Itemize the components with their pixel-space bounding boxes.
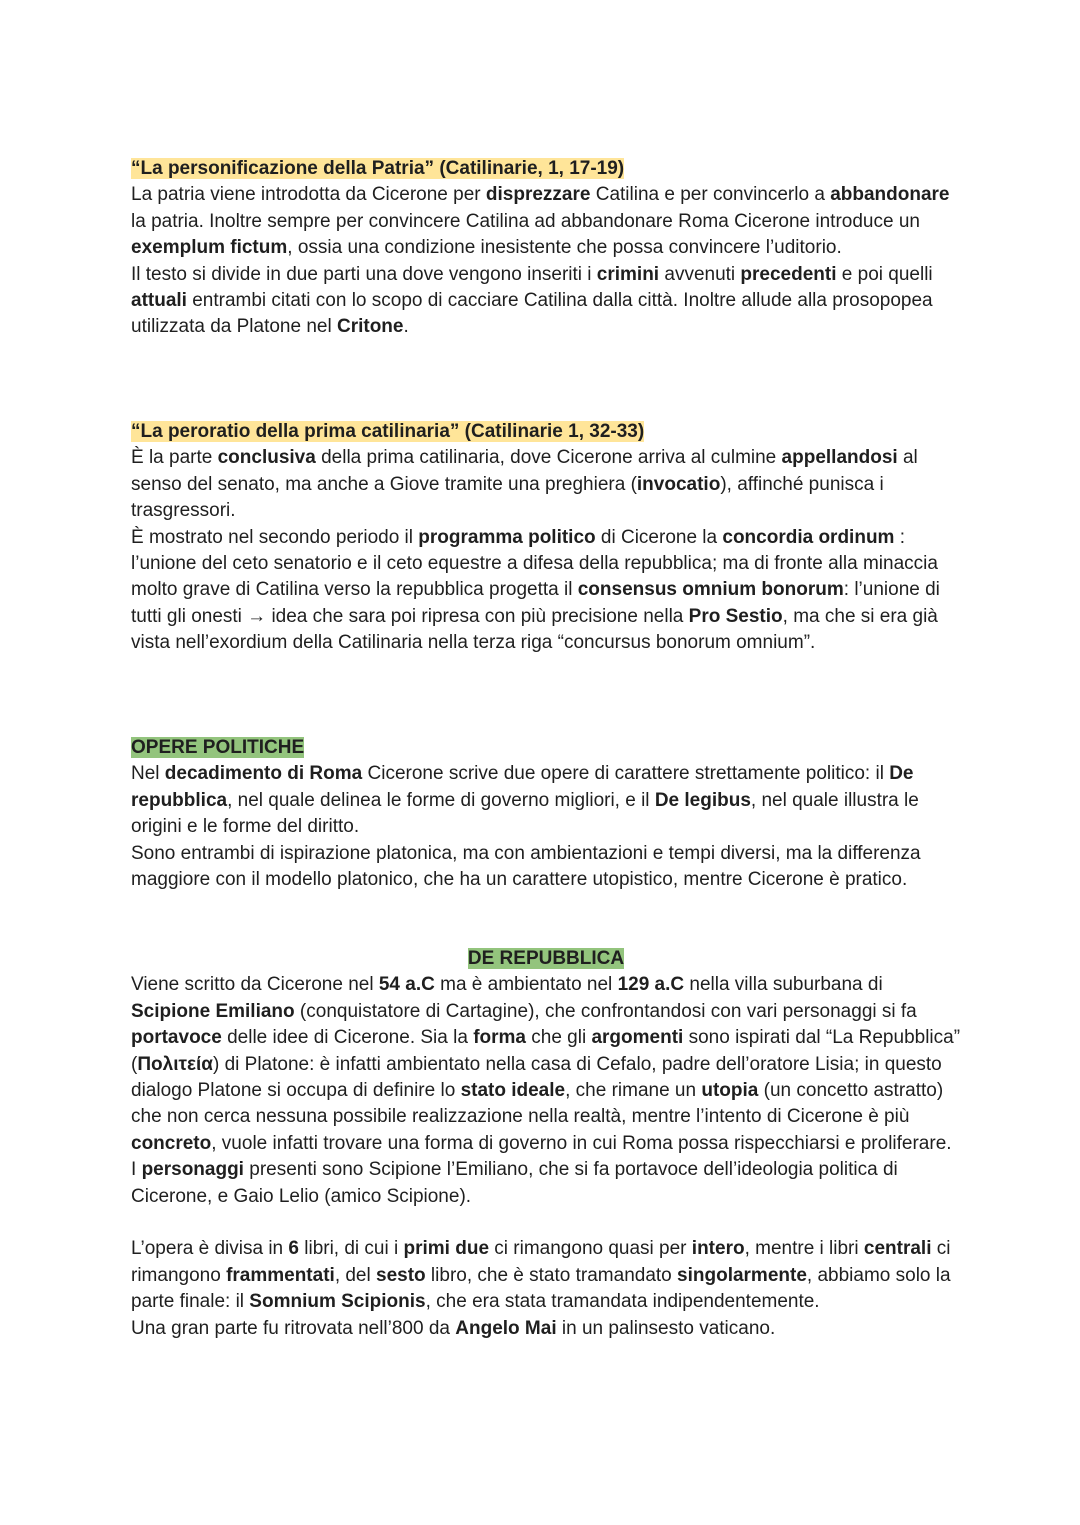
section-peroratio xyxy=(131,419,961,657)
text-run: ma è ambientato nel xyxy=(434,974,618,996)
text-run: (un concetto astratto) che non cerca nessuna possibile realizzazione nella realtà, mentre l’intento di Cicerone è più xyxy=(131,1080,944,1128)
bold-text: exemplum fictum xyxy=(131,237,288,259)
text-run: al senso del senato, ma anche a Giove tramite una preghiera ( xyxy=(131,447,918,495)
bold-text: 129 a.C xyxy=(617,974,685,996)
text-run: Una gran parte fu ritrovata nell’800 da xyxy=(131,1317,456,1339)
text-run: di Cicerone la xyxy=(595,526,723,548)
bold-text: attuali xyxy=(131,290,187,312)
text-run: presenti sono Scipione l’Emiliano, che si fa portavoce dell’ideologia politica di Cicerone, e Gaio Lelio (amico Scipione). xyxy=(131,1159,898,1207)
section-opere-politiche xyxy=(131,735,961,893)
bold-text: sesto xyxy=(376,1264,426,1286)
heading-highlight: OPERE POLITICHE xyxy=(131,737,305,758)
bold-text: Πολιτεία xyxy=(137,1053,213,1075)
bold-text: Somnium Scipionis xyxy=(249,1291,426,1313)
text-run: ci rimangono xyxy=(131,1238,951,1286)
bold-text: concordia ordinum xyxy=(722,526,895,548)
paragraph xyxy=(131,1157,961,1210)
bold-text: Angelo Mai xyxy=(455,1317,557,1339)
paragraph xyxy=(131,1236,961,1315)
bold-text: De repubblica xyxy=(131,763,914,811)
paragraph xyxy=(131,972,961,1157)
bold-text: stato ideale xyxy=(460,1080,566,1102)
paragraph: Sono entrambi di ispirazione platonica, ma con ambientazioni e tempi diversi, ma la differenza maggiore con il modello platonico, che ha un carattere utopistico, mentre Cicerone è pratico. xyxy=(131,842,921,891)
text-run: (Catilinarie 1, 32-33) xyxy=(459,421,645,442)
paragraph xyxy=(131,1316,961,1342)
bold-text: consensus omnium bonorum xyxy=(577,579,844,601)
bold-text: appellandosi xyxy=(781,447,898,469)
text-run: “La peroratio della prima catilinaria” xyxy=(131,421,460,442)
text-run: , che rimane un xyxy=(565,1080,702,1102)
bold-text: forma xyxy=(473,1027,526,1049)
text-run: , ma che si era già vista nell’exordium della Catilinaria nella terza riga “concursus bonorum omnium”. xyxy=(131,605,938,654)
text-run: , ossia una condizione inesistente che possa convincere l’uditorio. xyxy=(287,237,842,259)
bold-text: argomenti xyxy=(591,1027,684,1049)
text-run: , mentre i libri xyxy=(744,1238,864,1260)
text-run: Catilina e per convincerlo a xyxy=(590,184,831,206)
text-run: libro, che è stato tramandato xyxy=(425,1264,678,1286)
text-run: che gli xyxy=(525,1027,592,1049)
text-run: ci rimangono quasi per xyxy=(489,1238,692,1260)
text-run: nella villa suburbana di xyxy=(684,974,883,996)
section-heading xyxy=(131,156,961,182)
text-run: , che era stata tramandata indipendentemente. xyxy=(425,1291,820,1313)
text-run: Cicerone scrive due opere di carattere strettamente politico: il xyxy=(362,763,890,785)
text-run: (Catilinarie, 1, 17-19) xyxy=(434,158,625,179)
paragraph xyxy=(131,761,961,840)
bold-text: 6 xyxy=(288,1238,299,1260)
text-run: La patria viene introdotta da Cicerone per xyxy=(131,184,486,206)
heading-highlight xyxy=(131,158,624,179)
text-run: , nel quale delinea le forme di governo migliori, e il xyxy=(227,789,655,811)
heading-highlight xyxy=(131,421,644,442)
bold-text: conclusiva xyxy=(217,447,316,469)
text-run: , vuole infatti trovare una forma di governo in cui Roma possa rispecchiarsi e proliferare. xyxy=(211,1132,952,1154)
paragraph xyxy=(131,182,961,261)
paragraph xyxy=(131,262,961,341)
text-run: Il testo si divide in due parti una dove vengono inseriti i xyxy=(131,263,597,285)
section-patria xyxy=(131,156,961,341)
bold-text: utopia xyxy=(701,1080,759,1102)
text-run: I xyxy=(131,1159,142,1181)
bold-text: Critone xyxy=(336,316,404,338)
text-run: della prima catilinaria, dove Cicerone arriva al culmine xyxy=(315,447,782,469)
bold-text: abbandonare xyxy=(830,184,950,206)
text-run: , nel quale illustra le origini e le forme del diritto. xyxy=(131,789,919,838)
bold-text: disprezzare xyxy=(485,184,591,206)
text-run: Viene scritto da Cicerone nel xyxy=(131,974,379,996)
text-run: e poi quelli xyxy=(836,263,933,285)
text-run: È mostrato nel secondo periodo il xyxy=(131,526,419,548)
text-run: sono ispirati dal “La Repubblica” ( xyxy=(131,1027,961,1075)
paragraph xyxy=(131,445,961,524)
section-heading xyxy=(131,419,961,445)
text-run: , abbiamo solo la parte finale: il xyxy=(131,1264,951,1313)
section-heading xyxy=(131,946,961,972)
text-run: la patria. Inoltre sempre per convincere Catilina ad abbandonare Roma Cicerone introduce un xyxy=(131,210,920,232)
section-heading xyxy=(131,735,961,761)
bold-text: singolarmente xyxy=(677,1264,807,1286)
text-run: ) di Platone: è infatti ambientato nella casa di Cefalo, padre dell’oratore Lisia; in questo dialogo Platone si occupa di definire lo xyxy=(131,1053,942,1102)
paragraph-spacer xyxy=(131,1210,961,1236)
bold-text: centrali xyxy=(863,1238,932,1260)
section-de-repubblica xyxy=(131,946,961,1342)
bold-text: programma politico xyxy=(418,526,596,548)
text-run: . xyxy=(403,316,409,338)
text-run: “La personificazione della Patria” xyxy=(131,158,435,179)
paragraph xyxy=(131,525,961,657)
bold-text: intero xyxy=(691,1238,745,1260)
bold-text: De legibus xyxy=(654,789,751,811)
bold-text: frammentati xyxy=(226,1264,335,1286)
text-run: libri, di cui i xyxy=(298,1238,404,1260)
bold-text: personaggi xyxy=(141,1159,244,1181)
heading-highlight: DE REPUBBLICA xyxy=(467,948,625,969)
bold-text: crimini xyxy=(596,263,660,285)
text-run: delle idee di Cicerone. Sia la xyxy=(221,1027,474,1049)
text-run: È la parte xyxy=(131,447,218,469)
text-run: L’opera è divisa in xyxy=(131,1238,289,1260)
bold-text: portavoce xyxy=(131,1027,222,1049)
text-run: in un palinsesto vaticano. xyxy=(556,1317,776,1339)
text-run: avvenuti xyxy=(659,263,741,285)
bold-text: precedenti xyxy=(740,263,837,285)
bold-text: invocatio xyxy=(636,473,721,495)
text-run: Nel xyxy=(131,763,165,785)
bold-text: concreto xyxy=(131,1132,212,1154)
bold-text: decadimento di Roma xyxy=(164,763,363,785)
text-run: entrambi citati con lo scopo di cacciare Catilina dalla città. Inoltre allude alla prosopopea utilizzata da Platone nel xyxy=(131,290,933,338)
bold-text: Scipione Emiliano xyxy=(131,1000,295,1022)
bold-text: Pro Sestio xyxy=(688,605,783,627)
text-run: , del xyxy=(334,1264,377,1286)
bold-text: 54 a.C xyxy=(378,974,435,996)
text-run: : l’unione del ceto senatorio e il ceto equestre a difesa della repubblica; ma di fronte alla minaccia molto grave di Catilina verso la repubblica progetta il xyxy=(131,526,938,601)
text-run: : l’unione di tutti gli onesti → idea che sara poi ripresa con più precisione nella xyxy=(131,579,940,627)
text-run: (conquistatore di Cartagine), che confrontandosi con vari personaggi si fa xyxy=(294,1000,917,1022)
bold-text: primi due xyxy=(403,1238,490,1260)
text-run: ), affinché punisca i trasgressori. xyxy=(131,473,884,522)
